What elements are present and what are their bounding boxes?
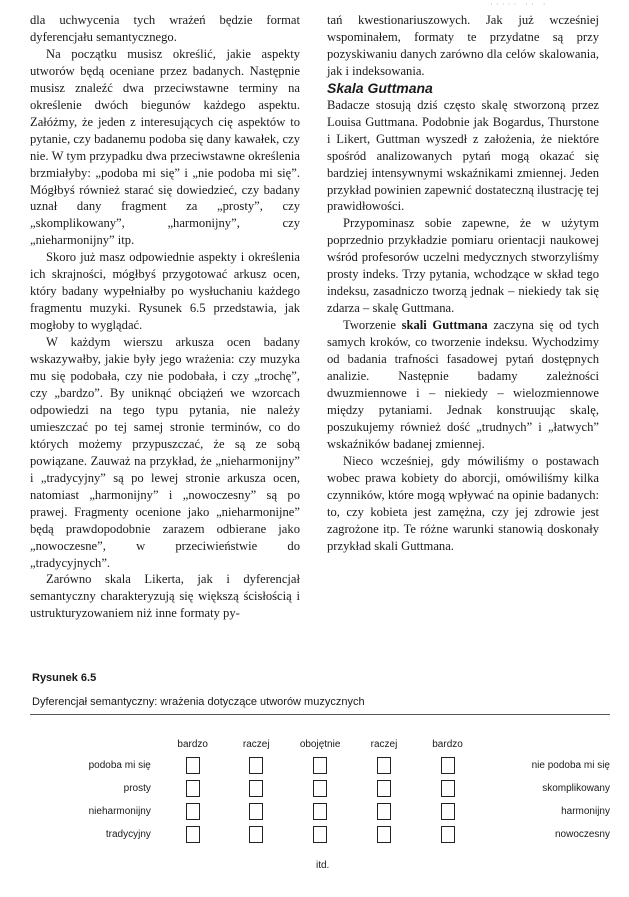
paragraph: Na początku musisz określić, jakie aspekty utworów będą oceniane przez badanych. Następnie musisz znaleźć dwa przeciwstawne terminy na określenie dwóch biegunów każdego aspektu. Załóżmy, że jeden z interesujących cię aspektów to pytanie, czy badanemu podoba się dany kawałek, czy nie. W tym przypadku dwa przeciwstawne określenia brzmiałyby: „podoba mi się” i „nie podoba mi się”. Mógłbyś również starać się dowiedzieć, czy badany uznał dany fragment za „prosty”, czy „skomplikowany”, „harmonijny”, czy „nieharmonijny” itp. xyxy=(30,46,300,248)
figure-caption: Dyferencjał semantyczny: wrażenia dotyczące utworów muzycznych xyxy=(32,696,365,708)
header-spacer xyxy=(479,734,610,754)
paragraph: Przypominasz sobie zapewne, że w użytym poprzednio przykładzie pomiaru orientacji naukowej wśród profesorów uczelni medycznych stworzyliśmy prosty indeks. Trzy pytania, wchodzące w skład tego indeksu, zasadniczo tworzą jednak – niekiedy tak się zdarza – skalę Guttmana. xyxy=(327,216,599,316)
checkbox[interactable] xyxy=(377,826,391,843)
checkbox[interactable] xyxy=(441,780,455,797)
left-column xyxy=(30,12,300,622)
section-heading: Skala Guttmana xyxy=(327,79,433,96)
left-pole-label: prosty xyxy=(123,783,151,794)
scale-row xyxy=(30,754,610,777)
right-pole-label: nowoczesny xyxy=(554,829,610,840)
checkbox[interactable] xyxy=(186,826,200,843)
checkbox[interactable] xyxy=(377,780,391,797)
paragraph: W każdym wierszu arkusza ocen badany wskazywałby, jakie były jego wrażenia: czy muzyka mu się podobała, czy nie podobała, i czy „trochę”, czy „bardzo”. By uniknąć obciążeń we wzorcach odpowiedzi na tego typu pytania, nie należy umieszczać po tej samej stronie terminów, co do których możemy przypuszczać, że są ze sobą powiązane. Zauważ na przykład, że „nieharmonijny” i „tradycyjny” są po lewej stronie arkusza ocen, natomiast „harmonijny” i „nowoczesny” są po prawej. Fragmenty ocenione jako „nieharmonijne” będą prawdopodobnie zarazem odbierane jako „nowoczesne”, w przeciwieństwie do „tradycyjnych”. xyxy=(30,335,300,570)
scale-row xyxy=(30,800,610,823)
paragraph: Skoro już masz odpowiednie aspekty i określenia ich skrajności, mógłbyś przygotować arkusz ocen, który badany wypełniałby po wysłuchaniu każdego fragmentu muzyki. Rysunek 6.5 przedstawia, jak mogłoby to wyglądać. xyxy=(30,250,300,333)
checkbox[interactable] xyxy=(249,780,263,797)
checkbox[interactable] xyxy=(313,803,327,820)
paragraph: dla uchwycenia tych wrażeń będzie format dyferencjału semantycznego. xyxy=(30,13,300,44)
right-pole-label: harmonijny xyxy=(561,806,610,817)
figure xyxy=(30,672,610,871)
header-marks: ····· ·· · xyxy=(490,0,549,10)
checkbox[interactable] xyxy=(441,826,455,843)
bold-term: skali Guttmana xyxy=(401,318,488,333)
column-label: raczej xyxy=(370,738,398,750)
column-label: raczej xyxy=(242,738,270,750)
left-pole-label: nieharmonijny xyxy=(88,806,151,817)
scale-row xyxy=(30,777,610,800)
checkbox[interactable] xyxy=(313,780,327,797)
checkbox[interactable] xyxy=(186,757,200,774)
scale-row xyxy=(30,823,610,846)
paragraph: Badacze stosują dziś często skalę stworzoną przez Louisa Guttmana. Podobnie jak Bogardus, Thurstone i Likert, Guttman wyszedł z założenia, że niektóre spośród analizowanych pytań mogą okazać się bardziej intensywnymi wskaźnikami zmiennej. Jeden przykład powinien zapewnić dostateczną ilustrację tej prawidłowości. xyxy=(327,97,599,214)
divider xyxy=(30,714,610,715)
text-span: zaczyna się od tych samych kroków, co tworzenie indeksu. Wychodzimy od badania trafności fasadowej pytań dostępnych analizie. Następnie badamy zależności dwuzmiennowe i – niekiedy – wielozmiennowe między pytaniami. Jednak konstruując skalę, poszukujemy również dość „trudnych” i „łatwych” wskaźników badanej zmiennej. xyxy=(327,318,600,451)
paragraph: Nieco wcześniej, gdy mówiliśmy o postawach wobec prawa kobiety do aborcji, omówiliśmy kilka czynników, które mogą wpływać na opinie badanych: to, czy kobieta jest zamężna, czy jej zdrowie jest zagrożone itp. Te różne warunki stanowią doskonały przykład skali Guttmana. xyxy=(327,453,599,553)
column-label: bardzo xyxy=(432,738,463,750)
checkbox[interactable] xyxy=(377,757,391,774)
paragraph xyxy=(327,317,599,453)
checkbox[interactable] xyxy=(377,803,391,820)
column-label: obojętnie xyxy=(299,738,341,750)
checkbox[interactable] xyxy=(249,826,263,843)
left-pole-label: podoba mi się xyxy=(88,760,151,771)
checkbox[interactable] xyxy=(249,757,263,774)
text-span: Tworzenie xyxy=(343,318,402,333)
checkbox[interactable] xyxy=(313,757,327,774)
right-column xyxy=(327,12,599,555)
checkbox[interactable] xyxy=(249,803,263,820)
figure-footer: itd. xyxy=(316,860,330,871)
column-label: bardzo xyxy=(177,738,208,750)
figure-title: Rysunek 6.5 xyxy=(32,672,97,684)
checkbox[interactable] xyxy=(441,757,455,774)
rating-scale xyxy=(30,734,610,846)
paragraph: Zarówno skala Likerta, jak i dyferencjał semantyczny charakteryzują się większą ścisłością i ustrukturyzowaniem niż inne formaty py- xyxy=(30,572,300,621)
scale-header-row xyxy=(30,734,610,754)
checkbox[interactable] xyxy=(313,826,327,843)
checkbox[interactable] xyxy=(186,803,200,820)
paragraph: tań kwestionariuszowych. Jak już wcześniej wspominałem, formaty te przydatne są przy pozyskiwaniu danych zarówno dla celów skalowania, jak i indeksowania. xyxy=(327,13,599,78)
checkbox[interactable] xyxy=(186,780,200,797)
checkbox[interactable] xyxy=(441,803,455,820)
right-pole-label: skomplikowany xyxy=(542,783,610,794)
left-pole-label: tradycyjny xyxy=(105,829,151,840)
header-spacer xyxy=(30,734,161,754)
right-pole-label: nie podoba mi się xyxy=(531,760,610,771)
